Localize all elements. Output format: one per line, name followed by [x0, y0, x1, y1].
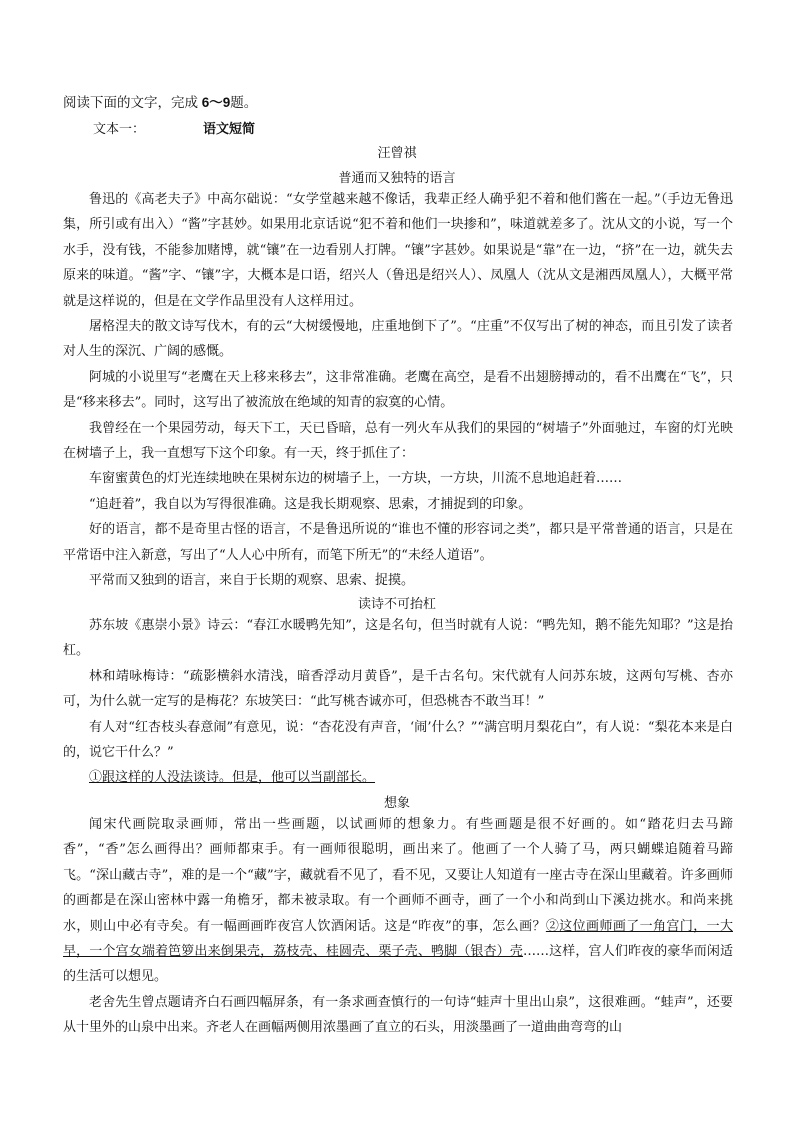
section-body-imagination [63, 812, 733, 1041]
author-name: 汪曾祺 [377, 146, 417, 161]
underlined-sentence-2: ②这位画师画了一角宫门，一大早，一个宫女端着笆箩出来倒果壳，荔枝壳、桂圆壳、栗子壳、鸭脚（银杏）壳 [63, 918, 733, 960]
question-range: 6～9 [201, 95, 231, 110]
section-title-imagination: 想象 [383, 796, 410, 811]
instruction-prefix: 阅读下面的文字，完成 [63, 95, 202, 110]
paragraph: 林和靖咏梅诗：“疏影横斜水清浅，暗香浮动月黄昏”，是千古名句。宋代就有人问苏东坡，这两句写桃、杏亦可，为什么就一定写的是梅花？东坡笑曰：“此写桃杏诚亦可，但恐桃杏不敢当耳！” [63, 668, 733, 710]
text-one-header [93, 118, 255, 137]
reading-instruction [63, 91, 257, 111]
underlined-sentence-1 [63, 765, 733, 790]
paragraph: 我曾经在一个果园劳动，每天下工，天已昏暗，总有一列火车从我们的果园的“树墙子”外面驰过，车窗的灯光映在树墙子上，我一直想写下这个印象。有一天，终于抓住了： [63, 420, 733, 462]
section-body-language [63, 187, 733, 594]
instruction-suffix: 题。 [230, 95, 258, 110]
section-title-poetry: 读诗不可抬杠 [357, 597, 436, 612]
paragraph-text: 闻宋代画院取录画师，常出一些画题，以试画师的想象力。有些画题是很不好画的。如“踏花归去马蹄香”，“香”怎么画得出？画师都束手。有一画师很聪明，画出来了。他画了一个人骑了马，两只蝴蝶追随着马蹄飞。“深山藏古寺”，难的是一个“藏”字，藏就看不见了，看不见，又要让人知道有一座古寺在深山里藏着。许多画师的画都是在深山密林中露一角檐牙，都未被录取。有一个画师不画寺，画了一个小和尚到山下溪边挑水。和尚来挑水，则山中必有寺矣。有一幅画画昨夜宫人饮酒闲话。这是“昨夜”的事，怎么画？ [63, 817, 733, 934]
paragraph: 老舍先生曾点题请齐白石画四幅屏条，有一条求画查慎行的一句诗“蛙声十里出山泉”，这很难画。“蛙声”，还要从十里外的山泉中出来。齐老人在画幅两侧用浓墨画了直立的石头，用淡墨画了一道曲曲弯弯的山 [63, 994, 733, 1036]
paragraph: 有人对“红杏枝头春意闹”有意见，说：“杏花没有声音，‘闹’什么？”“满宫明月梨花白”，有人说：“梨花本来是白的，说它干什么？” [63, 719, 733, 761]
text-one-label: 文本一： [93, 122, 146, 137]
paragraph: 苏东坡《惠崇小景》诗云：“春江水暖鸭先知”，这是名句，但当时就有人说：“鸭先知，鹅不能先知耶？”这是抬杠。 [63, 618, 733, 659]
paragraph: 屠格涅夫的散文诗写伐木，有的云“大树缓慢地，庄重地倒下了”。“庄重”不仅写出了树的神态，而且引发了读者对人生的深沉、广阔的感慨。 [63, 319, 733, 360]
paragraph [63, 812, 733, 990]
section-title-language: 普通而又独特的语言 [338, 171, 456, 186]
section-body-poetry [63, 613, 733, 791]
paragraph-text: ……这样，宫人们昨夜的豪华而闲适的生活可以想见。 [63, 944, 733, 985]
paragraph: 阿城的小说里写“老鹰在天上移来移去”，这非常准确。老鹰在高空，是看不出翅膀搏动的，看不出鹰在“飞”，只是“移来移去”。同时，这写出了被流放在绝域的知青的寂寞的心情。 [63, 369, 733, 411]
paragraph: 鲁迅的《高老夫子》中高尔础说：“女学堂越来越不像话，我辈正经人确乎犯不着和他们酱在一起。”（手边无鲁迅集，所引或有出入）“酱”字甚妙。如果用北京话说“犯不着和他们一块掺和”，味道就差多了。沈从文的小说，写一个水手，没有钱，不能参加赌博，就“镶”在一边看别人打牌。“镶”字甚妙。如果说是“靠”在一边，“挤”在一边，就失去原来的味道。“酱”字、“镶”字，大概本是口语，绍兴人（鲁迅是绍兴人）、凤凰人（沈从文是湘西凤凰人），大概平常就是这样说的，但是在文学作品里没有人这样用过。 [63, 192, 733, 309]
text-one-title: 语文短简 [203, 122, 256, 137]
paragraph: 平常而又独到的语言，来自于长期的观察、思索、捉摸。 [89, 573, 415, 589]
paragraph: 好的语言，都不是奇里古怪的语言，不是鲁迅所说的“谁也不懂的形容词之类”，都只是平常普通的语言，只是在平常语中注入新意，写出了“人人心中所有，而笔下所无”的“未经人道语”。 [63, 522, 733, 563]
paragraph: 车窗蜜黄色的灯光连续地映在果树东边的树墙子上，一方块，一方块，川流不息地追赶着…… [89, 471, 623, 487]
underlined-text: ①跟这样的人没法谈诗。但是，他可以当副部长。 [89, 770, 376, 786]
paragraph: “追赶着”，我自以为写得很准确。这是我长期观察、思索，才捕捉到的印象。 [89, 496, 532, 512]
